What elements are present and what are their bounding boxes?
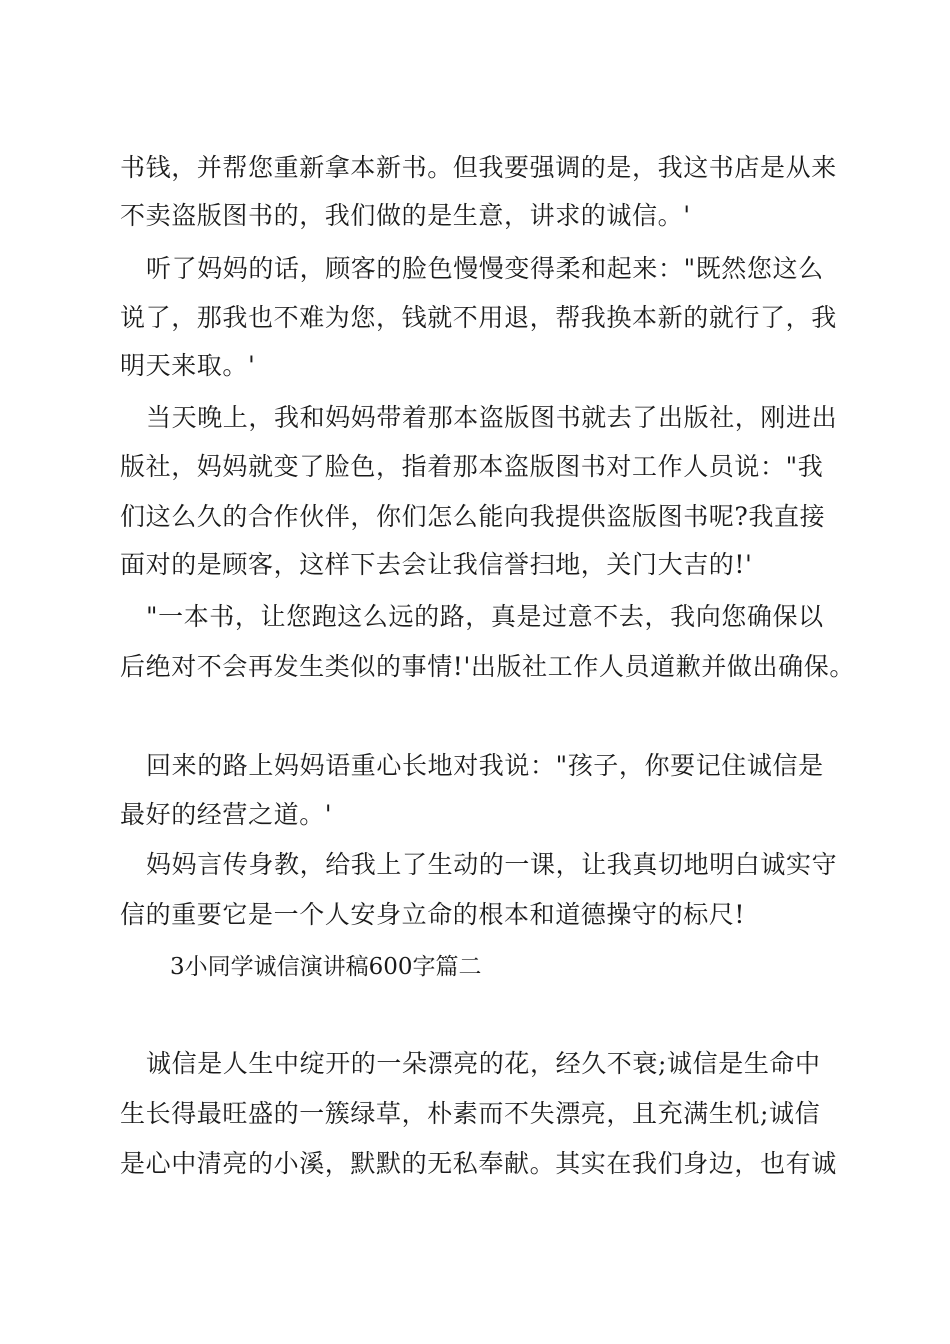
paragraph-line: 听了妈妈的话，顾客的脸色慢慢变得柔和起来："既然您这么 — [146, 254, 824, 283]
paragraph-line: 版社，妈妈就变了脸色，指着那本盗版图书对工作人员说："我 — [120, 452, 824, 481]
paragraph-line: 生长得最旺盛的一簇绿草，朴素而不失漂亮，且充满生机;诚信 — [120, 1099, 821, 1128]
paragraph-line: "一本书，让您跑这么远的路，真是过意不去，我向您确保以 — [146, 602, 824, 631]
paragraph-line: 最好的经营之道。' — [120, 800, 333, 829]
paragraph-line: 信的重要它是一个人安身立命的根本和道德操守的标尺! — [120, 900, 746, 929]
paragraph-line: 明天来取。' — [120, 351, 256, 380]
paragraph-line: 回来的路上妈妈语重心长地对我说："孩子，你要记住诚信是 — [146, 751, 824, 780]
paragraph-line: 说了，那我也不难为您，钱就不用退，帮我换本新的就行了，我 — [120, 303, 837, 332]
paragraph-line: 妈妈言传身教，给我上了生动的一课，让我真切地明白诚实守 — [146, 850, 838, 879]
paragraph-line: 面对的是顾客，这样下去会让我信誉扫地，关门大吉的!' — [120, 550, 753, 579]
paragraph-line: 是心中清亮的小溪，默默的无私奉献。其实在我们身边，也有诚 — [120, 1149, 837, 1178]
paragraph-line: 不卖盗版图书的，我们做的是生意，讲求的诚信。' — [120, 201, 691, 230]
paragraph-line: 书钱，并帮您重新拿本新书。但我要强调的是，我这书店是从来 — [120, 153, 837, 182]
paragraph-line: 们这么久的合作伙伴，你们怎么能向我提供盗版图书呢?我直接 — [120, 502, 826, 531]
paragraph-line: 诚信是人生中绽开的一朵漂亮的花，经久不衰;诚信是生命中 — [146, 1049, 821, 1078]
paragraph-line: 后绝对不会再发生类似的事情!'出版社工作人员道歉并做出确保。 — [120, 652, 855, 681]
paragraph-line: 当天晚上，我和妈妈带着那本盗版图书就去了出版社，刚进出 — [146, 403, 838, 432]
section-heading: 3小同学诚信演讲稿600字篇二 — [170, 954, 482, 980]
